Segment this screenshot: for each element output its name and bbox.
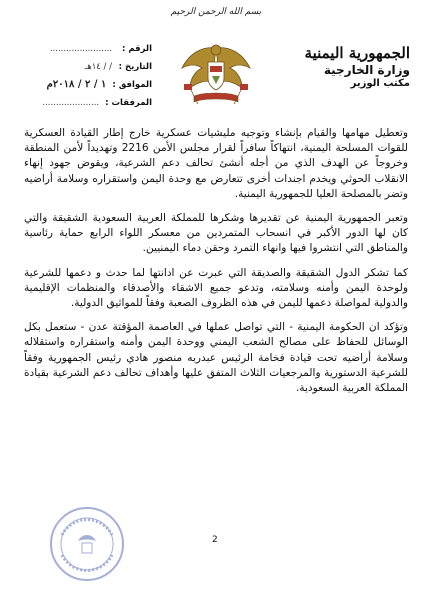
reference-value: ....................... [49,44,112,54]
reference-block [22,40,152,112]
reference-row [22,40,152,58]
corresponding-date-label: الموافق : [112,80,152,90]
ministry-country: الجمهورية اليمنية [304,44,410,62]
date-row [22,58,152,76]
attachments-row [22,94,152,112]
ministry-header [300,44,410,90]
attachments-label: المرفقات : [105,98,152,108]
attachments-value: ..................... [42,98,100,108]
ministry-name: وزارة الخارجية [323,62,410,77]
body-paragraph: وتعطيل مهامها والقيام بإنشاء وتوجيه مليشيات عسكرية خارج إطار القيادة العسكرية للقوات المسلحة اليمنية، انتهاكاً سافراً لقرار مجلس الأمن 2216 وتهديداً لأمن المنطقة وخروجاً عن الهدف الذي من أجله أنشئ تحالف دعم الشرعية، ويقوض جهود إنهاء الانقلاب الحوثي ويخدم اجندات أخرى تتعارض مع وحدة اليمن واستقراره وسلامة أراضيه وتضر بالمصلحة العليا للجمهورية اليمنية. [24,127,408,200]
yemen-eagle-emblem-icon [176,38,256,112]
body-paragraph: كما تشكر الدول الشقيقة والصديقة التي عبرت عن ادانتها لما حدث و دعمها للشرعية ولوحدة اليمن وأمنه وسلامته، وتدعو جميع الاشقاء والأصدقاء والمنظمات الإقليمية والدولية لمواصلة دعمها لليمن في هذه الظروف الصعبة وفقاً للمواثيق الدولية. [24,266,408,310]
letter-body [24,126,408,405]
body-paragraph: وتعبر الجمهورية اليمنية عن تقديرها وشكرها للمملكة العربية السعودية الشقيقة والتي كان لها الدور الأكبر في انسحاب المتمردين من معسكر اللواء الرابع حماية رئاسية والمناطق التي انتشروا فيها وانهاء التمرد وحقن دماء اليمنيين. [24,212,408,255]
corresponding-date-row [22,76,152,94]
date-label: التاريخ : [118,62,152,72]
basmala: بسم الله الرحمن الرحيم [170,7,262,17]
ministry-seal-stamp-icon [48,505,126,583]
reference-label: الرقم : [122,44,152,54]
page-number: 2 [212,535,218,545]
corresponding-date-value: ١ / ٢ / ٢٠١٨م [46,79,107,90]
date-value: / / ١٤هـ [84,62,112,72]
ministry-office: مكتب الوزير [350,77,410,89]
body-paragraph: وتؤكد ان الحكومة اليمنية - التي تواصل عملها في العاصمة المؤقتة عدن - ستعمل بكل الوسائل للحفاظ على مصالح الشعب اليمني ووحدة اليمن وأمنه واستقراره واستقلاله وسلامة أراضيه تحت قيادة فخامة الرئيس عبدربه منصور هادي رئيس الجمهورية وفقاً للشرعية الدستورية والمرجعيات الثلاث المتفق عليها وأهداف تحالف دعم الشرعية بقيادة المملكة العربية السعودية. [24,321,408,395]
